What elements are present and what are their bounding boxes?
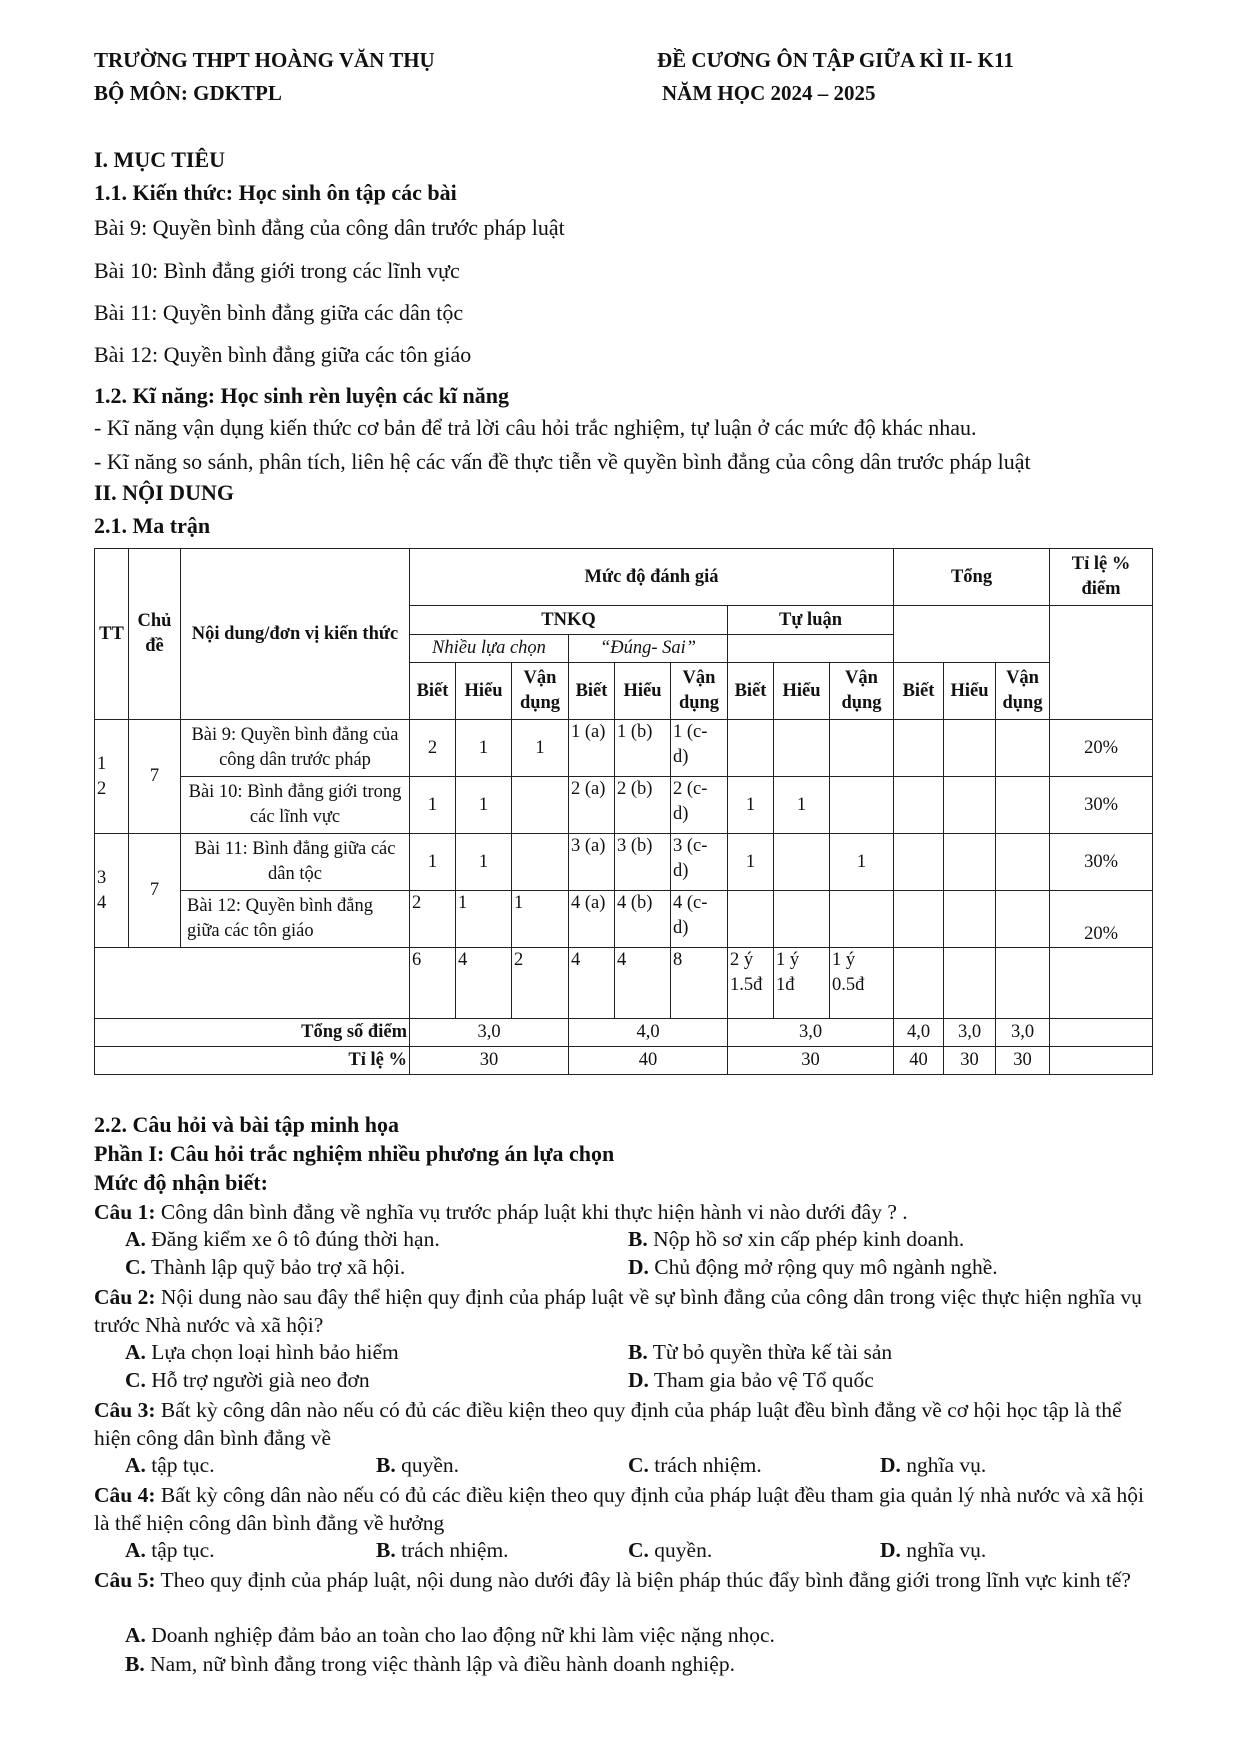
cell: 6 [410, 948, 456, 1019]
cell: 3,0 [996, 1019, 1050, 1047]
cell: 4 [615, 948, 671, 1019]
cell: 30 [728, 1047, 894, 1075]
answer-option: D. nghĩa vụ. [880, 1453, 987, 1477]
cell: 4 [456, 948, 512, 1019]
ratio-cell: 20% [1050, 891, 1153, 948]
cell: 1 [512, 891, 569, 948]
answer-option: B. Từ bỏ quyền thừa kế tài sản [628, 1340, 893, 1364]
cell: 1 [830, 834, 894, 891]
cell [774, 720, 830, 777]
school-year: NĂM HỌC 2024 – 2025 [662, 81, 876, 105]
cell: 30 [944, 1047, 996, 1075]
cell: 1 [410, 777, 456, 834]
ratio-cell: 20% [1050, 720, 1153, 777]
cell: 40 [569, 1047, 728, 1075]
cell [774, 834, 830, 891]
cell: 1 (c- d) [671, 720, 728, 777]
row-number-cell: 1 2 [95, 720, 129, 834]
sub-header: Hiểu [944, 663, 996, 720]
cell: 4 [569, 948, 615, 1019]
lesson-cell: Bài 10: Bình đẳng giới trong các lĩnh vực [181, 777, 410, 834]
cell: 4 (b) [615, 891, 671, 948]
lesson-cell: Bài 11: Bình đẳng giữa các dân tộc [181, 834, 410, 891]
cell: 4 (a) [569, 891, 615, 948]
ratio-cell: 30% [1050, 777, 1153, 834]
question-4: Câu 4: Bất kỳ công dân nào nếu có đủ các điều kiện theo quy định của pháp luật đều tham gia quản lý nhà nước và xã hội là thể hiện công dân bình đẳng về hưởng [94, 1483, 1144, 1535]
sub-header: Biết [569, 663, 615, 720]
skill-item: - Kĩ năng vận dụng kiến thức cơ bản để trả lời câu hỏi trắc nghiệm, tự luận ở các mức độ khác nhau. [94, 415, 977, 440]
sub-header: Vận dụng [830, 663, 894, 720]
cell [728, 720, 774, 777]
cell: 30 [996, 1047, 1050, 1075]
question-1: Câu 1: Công dân bình đẳng về nghĩa vụ trước pháp luật khi thực hiện hành vi nào dưới đây ? . [94, 1200, 908, 1224]
answer-option: B. Nộp hồ sơ xin cấp phép kinh doanh. [628, 1227, 965, 1251]
answer-option: D. Chủ động mở rộng quy mô ngành nghề. [628, 1255, 998, 1279]
ratio-cell: 30% [1050, 834, 1153, 891]
cell: 1 [774, 777, 830, 834]
lesson-item: Bài 12: Quyền bình đẳng giữa các tôn giáo [94, 342, 472, 367]
row-number-cell: 3 4 [95, 834, 129, 948]
lesson-item: Bài 9: Quyền bình đẳng của công dân trước pháp luật [94, 215, 565, 240]
col-header-content: Nội dung/đơn vị kiến thức [181, 549, 410, 720]
answer-option: A. Doanh nghiệp đảm bảo an toàn cho lao động nữ khi làm việc nặng nhọc. [125, 1623, 775, 1647]
row-label: Tỉ lệ % [95, 1047, 410, 1075]
topic-number: 7 [129, 834, 181, 948]
answer-option: A. Đăng kiểm xe ô tô đúng thời hạn. [125, 1227, 440, 1251]
ratio-row [95, 1047, 1153, 1075]
answer-option: D. nghĩa vụ. [880, 1538, 987, 1562]
table-row [95, 777, 1153, 834]
department: BỘ MÔN: GDKTPL [94, 81, 282, 105]
cell: 30 [410, 1047, 569, 1075]
document-title: ĐỀ CƯƠNG ÔN TẬP GIỮA KÌ II- K11 [657, 48, 1014, 72]
table-row [95, 834, 1153, 891]
answer-option: B. trách nhiệm. [376, 1538, 509, 1562]
answer-option: A. tập tục. [125, 1453, 215, 1477]
cell: 1 [456, 720, 512, 777]
sub-header: Biết [728, 663, 774, 720]
cell: 1 [456, 777, 512, 834]
col-header-tt: TT [95, 549, 129, 720]
col-header-total: Tổng [894, 549, 1050, 606]
cell [512, 777, 569, 834]
skill-item: - Kĩ năng so sánh, phân tích, liên hệ các vấn đề thực tiễn về quyền bình đẳng của công dân trước pháp luật [94, 449, 1031, 474]
cell: 2 [512, 948, 569, 1019]
question-5: Câu 5: Theo quy định của pháp luật, nội dung nào dưới đây là biện pháp thúc đẩy bình đẳng giới trong lĩnh vực kinh tế? [94, 1568, 1131, 1592]
total-points-row [95, 1019, 1153, 1047]
answer-option: C. trách nhiệm. [628, 1453, 762, 1477]
cell: 1 [512, 720, 569, 777]
cell: 40 [894, 1047, 944, 1075]
cell: 1 [728, 777, 774, 834]
cell: 1 [456, 891, 512, 948]
count-row [95, 948, 1153, 1019]
cell: 3,0 [728, 1019, 894, 1047]
questions-heading: 2.2. Câu hỏi và bài tập minh họa [94, 1112, 400, 1137]
answer-option: B. quyền. [376, 1453, 460, 1477]
school-name: TRƯỜNG THPT HOÀNG VĂN THỤ [94, 48, 435, 72]
lesson-item: Bài 10: Bình đẳng giới trong các lĩnh vực [94, 258, 460, 283]
col-header-topic: Chủ đề [129, 549, 181, 720]
cell: 4 (c- d) [671, 891, 728, 948]
lesson-cell: Bài 9: Quyền bình đẳng của công dân trước pháp [181, 720, 410, 777]
part-1-heading: Phần I: Câu hỏi trắc nghiệm nhiều phương án lựa chọn [94, 1141, 615, 1166]
cell: 3 (a) [569, 834, 615, 891]
cell: 1 [728, 834, 774, 891]
answer-option: C. Hỗ trợ người già neo đơn [125, 1368, 370, 1392]
cell: 2 ý 1.5đ [728, 948, 774, 1019]
question-2: Câu 2: Nội dung nào sau đây thể hiện quy định của pháp luật về sự bình đẳng của công dân trong việc thực hiện nghĩa vụ trước Nhà nước và xã hội? [94, 1285, 1142, 1337]
assessment-matrix-table [94, 548, 1153, 1075]
sub-header: Hiểu [615, 663, 671, 720]
cell: 3,0 [944, 1019, 996, 1047]
cell [830, 777, 894, 834]
sub-header: Biết [894, 663, 944, 720]
table-row [95, 891, 1153, 948]
skills-heading: 1.2. Kĩ năng: Học sinh rèn luyện các kĩ năng [94, 383, 510, 408]
section-2-heading: II. NỘI DUNG [94, 480, 234, 505]
table-row [95, 720, 1153, 777]
cell: 3,0 [410, 1019, 569, 1047]
sub-header: Vận dụng [671, 663, 728, 720]
col-header-true-false: “Đúng- Sai” [569, 635, 728, 663]
cell: 1 [410, 834, 456, 891]
cell: 3 (c- d) [671, 834, 728, 891]
cell: 4,0 [894, 1019, 944, 1047]
lesson-cell: Bài 12: Quyền bình đẳng giữa các tôn giáo [181, 891, 410, 948]
answer-option: D. Tham gia bảo vệ Tổ quốc [628, 1368, 874, 1392]
cell: 2 (c- d) [671, 777, 728, 834]
answer-option: A. tập tục. [125, 1538, 215, 1562]
knowledge-heading: 1.1. Kiến thức: Học sinh ôn tập các bài [94, 180, 457, 205]
col-header-essay: Tự luận [728, 606, 894, 635]
sub-header: Hiểu [774, 663, 830, 720]
row-label: Tổng số điểm [95, 1019, 410, 1047]
col-header-tnkq: TNKQ [410, 606, 728, 635]
answer-option: C. Thành lập quỹ bảo trợ xã hội. [125, 1255, 406, 1279]
topic-number: 7 [129, 720, 181, 834]
cell: 1 ý 0.5đ [830, 948, 894, 1019]
section-1-heading: I. MỤC TIÊU [94, 147, 226, 172]
answer-option: B. Nam, nữ bình đẳng trong việc thành lập và điều hành doanh nghiệp. [125, 1652, 735, 1676]
cell: 2 (b) [615, 777, 671, 834]
sub-header: Hiểu [456, 663, 512, 720]
cell: 2 (a) [569, 777, 615, 834]
matrix-heading: 2.1. Ma trận [94, 513, 211, 538]
col-header-multiple-choice: Nhiều lựa chọn [410, 635, 569, 663]
answer-option: A. Lựa chọn loại hình bảo hiểm [125, 1340, 399, 1364]
cell: 2 [410, 720, 456, 777]
cell: 8 [671, 948, 728, 1019]
cell: 1 (a) [569, 720, 615, 777]
sub-header: Vận dụng [996, 663, 1050, 720]
question-3: Câu 3: Bất kỳ công dân nào nếu có đủ các điều kiện theo quy định của pháp luật đều bình đẳng về cơ hội học tập là thể hiện công dân bình đẳng về [94, 1398, 1122, 1450]
cell: 1 (b) [615, 720, 671, 777]
cell [830, 720, 894, 777]
col-header-assessment-level: Mức độ đánh giá [410, 549, 894, 606]
answer-option: C. quyền. [628, 1538, 713, 1562]
cell: 4,0 [569, 1019, 728, 1047]
sub-header: Vận dụng [512, 663, 569, 720]
lesson-item: Bài 11: Quyền bình đẳng giữa các dân tộc [94, 300, 464, 325]
cell: 3 (b) [615, 834, 671, 891]
cell: 1 ý 1đ [774, 948, 830, 1019]
cell [512, 834, 569, 891]
cell: 1 [456, 834, 512, 891]
level-heading: Mức độ nhận biết: [94, 1170, 268, 1195]
cell: 2 [410, 891, 456, 948]
col-header-ratio: Tỉ lệ % điểm [1050, 549, 1153, 606]
sub-header: Biết [410, 663, 456, 720]
